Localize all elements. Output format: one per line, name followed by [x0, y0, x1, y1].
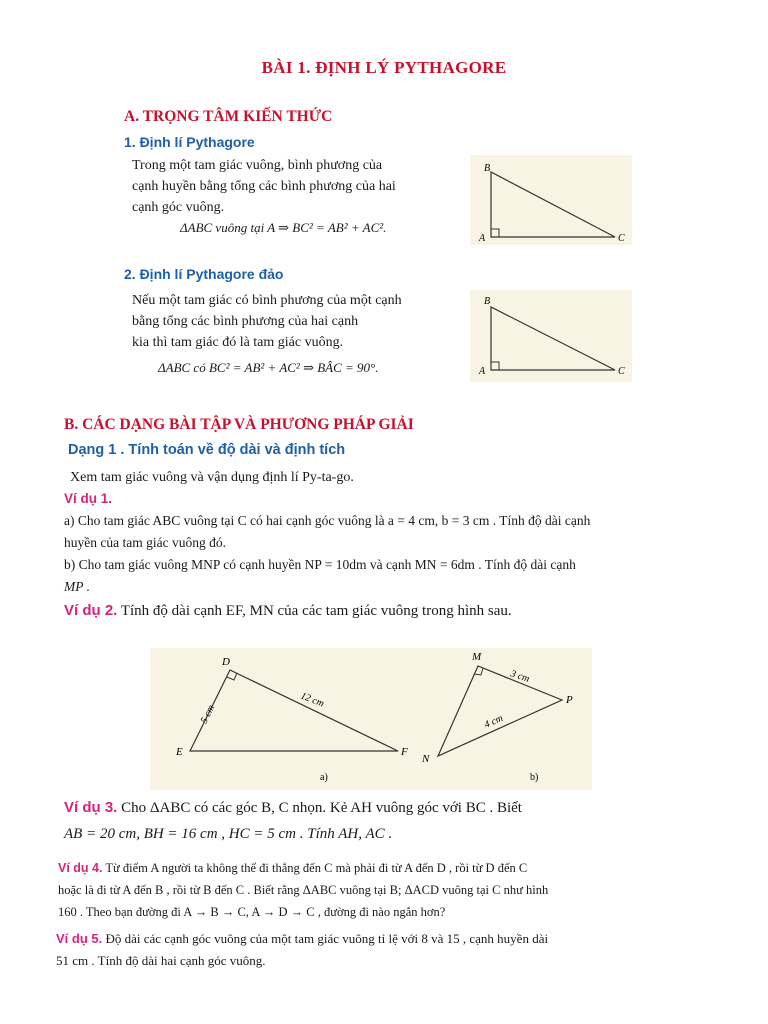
example5 — [56, 928, 746, 972]
right-triangle-figure-2 — [470, 290, 632, 382]
side-label-de: 5 cm — [198, 703, 218, 726]
section-b-heading: B. CÁC DẠNG BÀI TẬP VÀ PHƯƠNG PHÁP GIẢI — [64, 416, 414, 433]
theorem1-line: cạnh huyền bằng tổng các bình phương của hai — [132, 179, 396, 194]
triangle-mnp — [438, 666, 562, 756]
vertex-label-m: M — [472, 651, 482, 663]
example1-label: Ví dụ 1. — [64, 491, 113, 506]
theorem2-heading: 2. Định lí Pythagore đảo — [124, 266, 284, 282]
triangle-shape — [491, 307, 615, 370]
example2-label: Ví dụ 2. — [64, 602, 118, 619]
vertex-label-e: E — [176, 746, 183, 758]
example3 — [64, 795, 744, 847]
dang1-intro: Xem tam giác vuông và vận dụng định lí Py-ta-go. — [70, 470, 354, 485]
side-label-mp: 3 cm — [509, 668, 531, 685]
triangles-figure — [150, 648, 592, 790]
example3-label: Ví dụ 3. — [64, 799, 118, 816]
vertex-label-a: A — [479, 366, 486, 377]
theorem2-formula: ΔABC có BC² = AB² + AC² ⇒ BÂC = 90°. — [158, 360, 379, 375]
section-a-heading: A. TRỌNG TÂM KIẾN THỨC — [124, 108, 333, 125]
triangle-def — [190, 670, 398, 751]
example3-line: AB = 20 cm, BH = 16 cm , HC = 5 cm . Tính AH, AC . — [64, 826, 393, 842]
side-label-df: 12 cm — [298, 690, 326, 710]
theorem2-text — [132, 290, 442, 353]
theorem2-line: kia thì tam giác đó là tam giác vuông. — [132, 335, 344, 350]
right-triangle-figure-1 — [470, 155, 632, 245]
example2-text: Tính độ dài cạnh EF, MN của các tam giác vuông trong hình sau. — [120, 603, 512, 619]
theorem2-line: Nếu một tam giác có bình phương của một cạnh — [132, 293, 402, 308]
example4 — [58, 857, 748, 923]
example4-line: Từ điểm A người ta không thể đi thẳng đến C mà phải đi từ A đến D , rồi từ D đến C — [105, 861, 528, 875]
vertex-label-n: N — [422, 753, 430, 765]
example5-line: Độ dài các cạnh góc vuông của một tam giác vuông tỉ lệ với 8 và 15 , cạnh huyền dài — [105, 931, 549, 946]
example4-line: 160 . Theo bạn đường đi A → B → C, A → D → C , đường đi nào ngắn hơn? — [58, 905, 446, 919]
example5-line: 51 cm . Tính độ dài hai cạnh góc vuông. — [56, 953, 266, 968]
triangle-shape — [491, 172, 615, 237]
theorem1-line: cạnh góc vuông. — [132, 200, 225, 215]
example1-line: huyền của tam giác vuông đó. — [64, 535, 226, 550]
figure-caption-b: b) — [530, 772, 539, 783]
example4-label: Ví dụ 4. — [58, 861, 103, 875]
vertex-label-c: C — [618, 233, 625, 244]
vertex-label-d: D — [222, 656, 230, 668]
theorem1-heading: 1. Định lí Pythagore — [124, 134, 255, 150]
theorem1-line: Trong một tam giác vuông, bình phương của — [132, 158, 383, 173]
vertex-label-a: A — [479, 233, 486, 244]
vertex-label-f: F — [401, 746, 408, 758]
dang1-heading: Dạng 1 . Tính toán về độ dài và định tích — [68, 442, 346, 458]
theorem2-line: bằng tổng các bình phương của hai cạnh — [132, 314, 359, 329]
example4-line: hoặc là đi từ A đến B , rồi từ B đến C . Biết rằng ΔABC vuông tại B; ΔACD vuông tại C như hình — [58, 883, 549, 897]
side-label-np: 4 cm — [482, 712, 505, 731]
example1-line: MP . — [64, 579, 90, 594]
vertex-label-p: P — [566, 694, 573, 706]
figure-caption-a: a) — [320, 772, 328, 783]
theorem1-formula: ΔABC vuông tại A ⇒ BC² = AB² + AC². — [180, 220, 387, 235]
vertex-label-b: B — [484, 296, 491, 307]
right-angle-mark — [491, 362, 499, 370]
vertex-label-b: B — [484, 163, 491, 174]
right-angle-mark — [491, 229, 499, 237]
example1-text — [64, 510, 704, 598]
page-title: BÀI 1. ĐỊNH LÝ PYTHAGORE — [261, 58, 507, 77]
example2 — [64, 602, 512, 620]
example1-line: a) Cho tam giác ABC vuông tại C có hai cạnh góc vuông là a = 4 cm, b = 3 cm . Tính độ dài cạnh — [64, 513, 591, 528]
example3-line: Cho ΔABC có các góc B, C nhọn. Kẻ AH vuông góc với BC . Biết — [121, 800, 522, 816]
example5-label: Ví dụ 5. — [56, 931, 103, 946]
vertex-label-c: C — [618, 366, 625, 377]
example1-line: b) Cho tam giác vuông MNP có cạnh huyền NP = 10dm và cạnh MN = 6dm . Tính độ dài cạnh — [64, 557, 576, 572]
theorem1-text — [132, 155, 432, 218]
